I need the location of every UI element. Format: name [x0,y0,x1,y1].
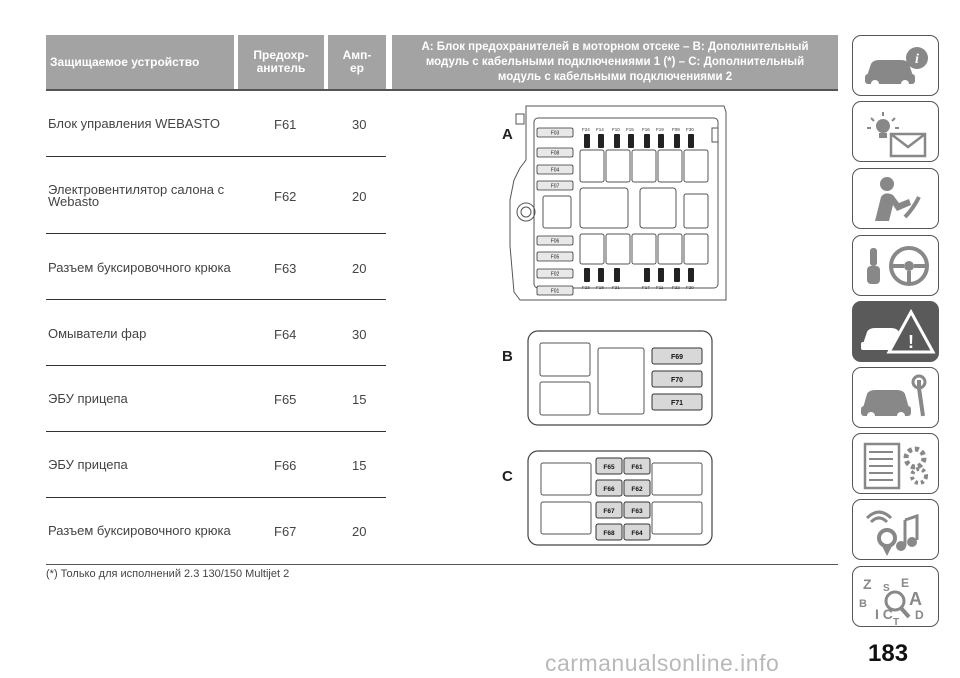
c-fuse: F62 [631,486,643,493]
header-amp-label: Амп-ер [342,48,372,75]
svg-text:A: A [909,589,922,609]
watermark: carmanualsonline.info [545,650,780,676]
row-5-amp: 15 [352,392,367,407]
a-bottom-label: F23 [582,285,590,290]
header-device-label: Защищаемое устройство [50,54,200,69]
a-top-label: F15 [626,127,634,132]
footnote: (*) Только для исполнений 2.3 130/150 Multijet 2 [46,568,290,580]
diagram-a-label: A [502,126,513,143]
tab-safety[interactable] [852,168,939,229]
car-info-icon [853,36,940,97]
b-fuse: F69 [670,354,684,361]
b-fuse: F70 [670,377,684,384]
a-bottom-label: F21 [612,285,620,290]
a-top-label: F14 [596,127,604,132]
tab-car-info[interactable] [852,35,939,96]
row-3-fuse: F63 [274,261,297,276]
row-2-amp: 20 [352,189,367,204]
footnote-rule [46,564,838,565]
starting-driving-icon [853,236,940,297]
tab-starting-driving[interactable] [852,235,939,296]
maintenance-icon [853,368,940,429]
row-7-device: Разъем буксировочного крюка [48,523,231,538]
a-left-fuse: F07 [550,183,560,190]
a-bottom-label: F22 [672,285,680,290]
a-top-label: F09 [672,127,680,132]
row-3-amp: 20 [352,261,367,276]
row-1-amp: 30 [352,117,367,132]
svg-text:i: i [915,52,919,67]
header-diagram-line2: модуль с кабельными подключениями 1 (*) – C: Дополнительный [425,56,805,69]
a-top-label: F16 [642,127,650,132]
diagram-c-module [528,451,712,545]
row-1-fuse: F61 [274,117,297,132]
row-3-device: Разъем буксировочного крюка [48,260,231,275]
multimedia-icon [853,500,940,561]
a-left-fuse: F04 [550,167,560,174]
svg-text:I C: I C [875,606,893,622]
row-5-device: ЭБУ прицепа [48,391,128,406]
row-1-device: Блок управления WEBASTO [48,116,220,131]
c-fuse: F68 [603,530,615,537]
a-left-fuse: F08 [550,150,560,157]
a-left-fuse: F03 [550,130,560,137]
a-left-fuse: F06 [550,238,560,245]
header-diagram-line1: A: Блок предохранителей в моторном отсеке – B: Дополнительный [421,41,809,54]
svg-text:Z: Z [863,576,872,592]
a-bottom-label: F11 [656,285,664,290]
row-5-fuse: F65 [274,392,297,407]
tab-maintenance[interactable] [852,367,939,428]
svg-text:E: E [901,576,910,590]
c-fuse: F67 [603,508,615,515]
row-7-fuse: F67 [274,524,297,539]
diagram-b-label: B [502,348,513,365]
header-diagram-line3: модуль с кабельными подключениями 2 [497,70,733,83]
row-6-amp: 15 [352,458,367,473]
c-fuse: F61 [631,464,643,471]
tab-multimedia[interactable] [852,499,939,560]
a-top-label: F19 [656,127,664,132]
c-fuse: F63 [631,508,643,515]
a-top-label: F30 [686,127,694,132]
c-fuse: F64 [631,530,643,537]
svg-text:B: B [859,598,867,610]
safety-icon [853,169,940,230]
row-7-amp: 20 [352,524,367,539]
diagram-b-module [528,331,712,425]
tab-index[interactable] [852,566,939,627]
a-bottom-label: F20 [686,285,694,290]
diagram-c-label: C [502,468,513,485]
a-bottom-label: F17 [642,285,650,290]
svg-text:D: D [915,608,924,622]
header-fuse-label: Предохр-анитель [253,48,309,75]
a-top-label: F10 [612,127,620,132]
row-4-fuse: F64 [274,327,297,342]
row-4-device: Омыватели фар [48,326,147,341]
a-top-label: F24 [582,127,590,132]
a-bottom-label: F18 [596,285,604,290]
page-number: 183 [868,640,909,667]
row-2-fuse: F62 [274,189,297,204]
c-fuse: F65 [603,464,615,471]
tab-warning-lights[interactable] [852,101,939,162]
warning-lights-icon [853,102,940,163]
row-6-device: ЭБУ прицепа [48,457,128,472]
svg-text:!: ! [908,332,914,352]
row-2-device-line2: Webasto [48,194,100,209]
svg-text:T: T [893,617,900,628]
tab-technical-data[interactable] [852,433,939,494]
c-fuse: F66 [603,486,615,493]
row-4-amp: 30 [352,327,367,342]
a-left-fuse: F05 [550,254,560,261]
svg-text:S: S [883,583,890,594]
row-2-device-line1: Электровентилятор салона с [48,182,225,197]
a-left-fuse: F02 [550,271,560,278]
row-6-fuse: F66 [274,458,297,473]
index-icon [853,567,940,628]
a-left-fuse: F01 [550,288,560,295]
b-fuse: F71 [670,400,684,407]
tab-emergency[interactable] [852,301,939,362]
emergency-icon [853,302,940,363]
technical-data-icon [853,434,940,495]
